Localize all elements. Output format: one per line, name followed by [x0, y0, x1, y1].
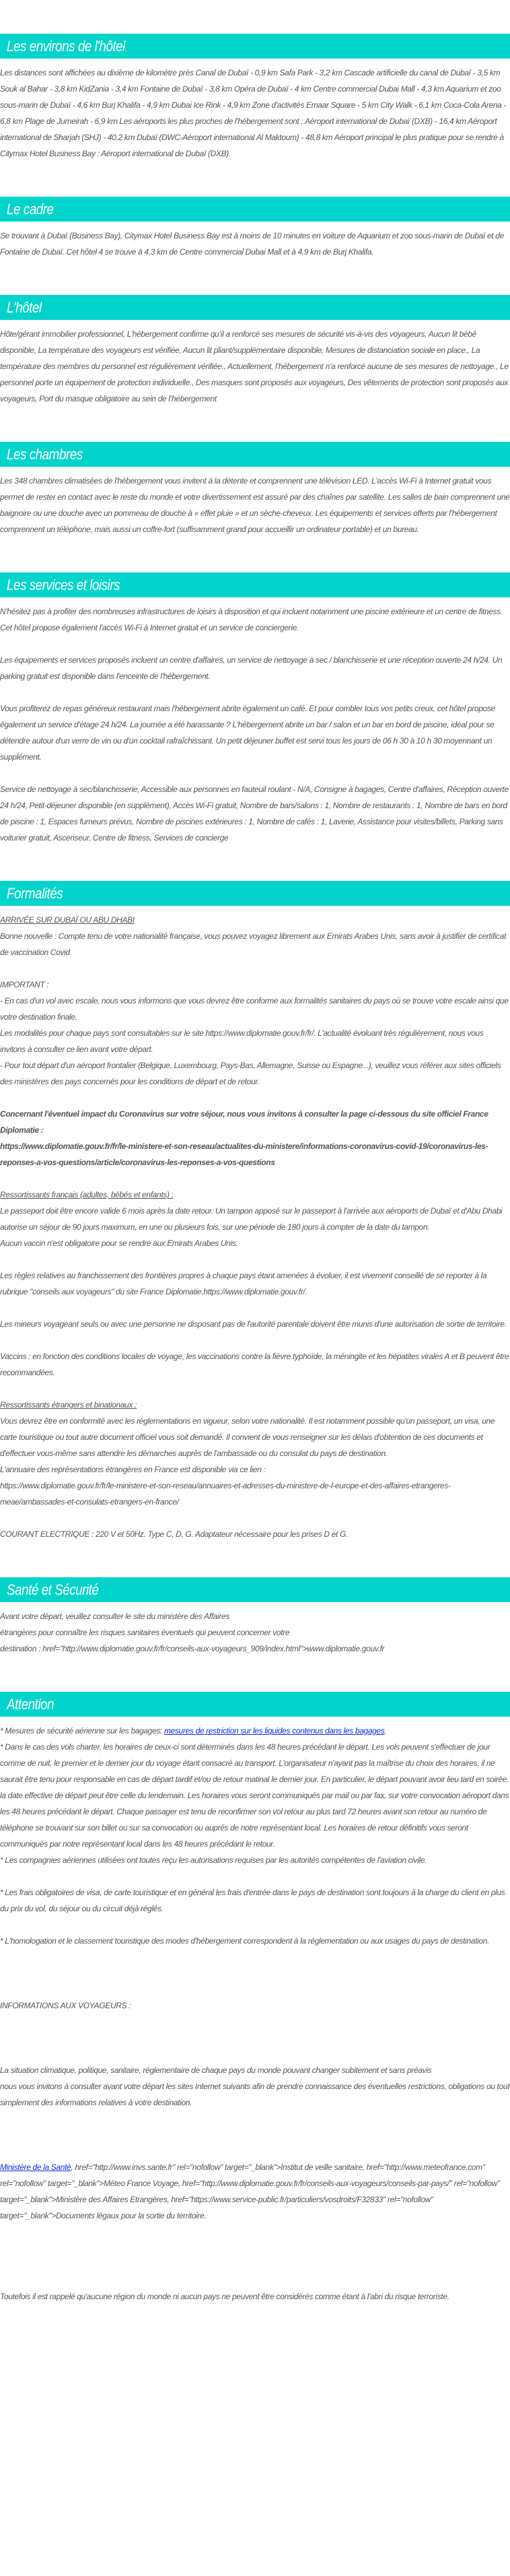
section-formalites: [0, 881, 510, 1542]
liquids-restriction-link[interactable]: mesures de restriction sur les liquides contenus dans les bagages: [164, 1726, 385, 1736]
french-nationals-line: Le passeport doit être encore valide 6 mois après la date retour. Un tampon apposé sur le passeport à l'arrivée aux aéroports de Dubaï et d'Abu Dhabi autorise un séjour de 90 jours maximum, en une ou plusieurs fois, sur une période de 180 jours à compter de la date du tampon.: [0, 1206, 503, 1232]
baggage-prefix: * Mesures de sécurité aérienne sur les bagages:: [0, 1726, 165, 1736]
french-nationals-heading: Ressortissants français (adultes, bébés et enfants) :: [0, 1190, 174, 1199]
important-line: Les modalités pour chaque pays sont consultables sur le site https://www.diplomatie.gouv.fr/fr/. L'actualité évoluant très régulièrement, nous vous invitons à consulter ce lien avant votre départ.: [0, 1028, 484, 1054]
useful-links-text: , href="http://www.invs.sante.fr" rel="nofollow" target="_blank">Institut de veille sanitaire, href="http://www.meteofrance.com" rel="nofollow" target="_blank">Méteo France Voyage, href="http://www.diplomatie.gouv.fr/fr/conseils-aux-voyageurs/conseils-par-pays/" rel="nofollow" target="_blank">Ministère des Affaires Etrangères, href="https://www.service-public.fr/particuliers/vosdroits/F32833" rel="nofollow" target="_blank">Documents légaux pour la sortie du territoire.: [0, 2162, 500, 2220]
chambres-text: Les 348 chambres climatisées de l'hébergement vous invitent à la détente et comprennent une télévision LED. L'accès Wi-Fi à Internet gratuit vous permet de rester en contact avec le reste du monde et votre divertissement est assuré par des chaînes par satellite. Les salles de bain comprennent une baignoire ou une douche avec un pommeau de douche à « effet pluie » et un sèche-cheveux. Les équipements et services offerts par l'hébergement comprennent un téléphone, mais aussi un coffre-fort (suffisamment grand pour accueillir un ordinateur portable) et un bureau.: [0, 476, 510, 534]
services-paragraph: N'hésitez pas à profiter des nombreuses infrastructures de loisirs à disposition et qui incluent notamment une piscine extérieure et un centre de fitness. Cet hôtel propose également l'accès Wi-Fi à Internet gratuit et un service de conciergerie.: [0, 607, 503, 632]
foreign-nationals-heading: Ressortissants étrangers et binationaux :: [0, 1400, 137, 1410]
spacer: [0, 1965, 510, 1997]
useful-links-line: [0, 2159, 510, 2224]
section-title: L'hôtel: [7, 298, 42, 316]
spacer: [0, 2240, 510, 2288]
embassy-directory-url: https://www.diplomatie.gouv.fr/fr/le-ministere-et-son-reseau/annuaires-et-adresses-du-ministere-de-l-europe-et-des-affaires-etrangeres-meae/ambassades-et-consulats-etrangers-en-france/: [0, 1481, 451, 1507]
airlines-text: * Les compagnies aériennes utilisées ont toutes reçu les autorisations requises par les autorités compétentes de l'aviation civile.: [0, 1855, 427, 1865]
services-paragraph: Service de nettoyage à sec/blanchisserie, Accessible aux personnes en fauteuil roulant - N/A, Consigne à bagages, Centre d'affaires, Réception ouverte 24 h/24, Petit-déjeuner disponible (en supplément), Accès Wi-Fi gratuit, Nombre de bars/salons : 1, Nombre de restaurants : 1, Nombre de bars en bord de piscine : 1, Espaces fumeurs prévus, Nombre de piscines extérieures : 1, Nombre de cafés : 1, Laverie, Assistance pour visites/billets, Parking sans voiturier gratuit, Ascenseur, Centre de fitness, Services de concierge: [0, 785, 509, 843]
borders-text: Les règles relatives au franchissement des frontières propres à chaque pays étant amenées à évoluer, il est vivement conseillé de se reporter à la rubrique "conseils aux voyageurs" du site France Diplomatie,https://www.diplomatie.gouv.fr/.: [0, 1271, 487, 1296]
situation-line: La situation climatique, politique, sanitaire, réglementaire de chaque pays du monde pouvant changer subitement et sans préavis: [0, 2066, 432, 2075]
situation-line: nous vous invitons à consulter avant votre départ les sites Internet suivants afin de prendre connaissance des éventuelles restrictions, obligations ou tout simplement des informations relatives à votre destination.: [0, 2082, 510, 2107]
baggage-security-line: [0, 1723, 510, 1739]
section-header-chambres: [0, 442, 510, 467]
baggage-suffix: .: [384, 1726, 387, 1736]
sante-line: Avant votre départ, veuillez consulter le site du ministère des Affaires: [0, 1612, 229, 1621]
section-header-attention: [0, 1692, 510, 1717]
arrival-text: Bonne nouvelle : Compte tenu de votre nationalité française, vous pouvez voyagez librement aux Emirats Arabes Unis, sans avoir à justifier de certificat de vaccination Covid.: [0, 931, 507, 957]
spacer: [0, 2127, 510, 2159]
important-line: - En cas d'un vol avec escale, nous vous informons que vous devrez être conforme aux formalités sanitaires du pays où se trouve votre escale ainsi que votre destination finale.: [0, 996, 509, 1022]
section-header-formalites: [0, 881, 510, 906]
section-header-hotel: [0, 295, 510, 320]
section-cadre: [0, 197, 510, 260]
section-chambres: [0, 442, 510, 537]
important-label: IMPORTANT :: [0, 980, 49, 989]
coronavirus-url: https://www.diplomatie.gouv.fr/fr/le-ministere-et-son-reseau/actualites-du-ministere/informations-coronavirus-covid-19/coronavirus-les-reponses-a-vos-questions/article/coronavirus-les-reponses-a-vos-questions: [0, 1142, 488, 1167]
environs-text: Les distances sont affichées au dixième de kilomètre près Canal de Dubaï - 0,9 km Safa Park - 3,2 km Cascade artificielle du canal de Dubaï - 3,5 km Souk al Bahar - 3,8 km KidZania - 3,4 km Fontaine de Dubaï - 3,8 km Opéra de Dubaï - 4 km Centre commercial Dubai Mall - 4,3 km Aquarium et zoo sous-marin de Dubaï - 4,6 km Burj Khalifa - 4,9 km Dubai Ice Rink - 4,9 km Zone d'activités Emaar Square - 5 km City Walk - 6,1 km Coca-Cola Arena - 6,8 km Plage de Jumeirah - 6,9 km Les aéroports les plus proches de l'hébergement sont : Aéroport international de Dubaï (DXB) - 16,4 km Aéroport international de Sharjah (SHJ) - 40,2 km Dubaï (DWC-Aéroport international Al Maktoum) - 48,8 km Aéroport principal le plus pratique pour se rendre à Citymax Hotel Business Bay : Aéroport international de Dubaï (DXB).: [0, 68, 507, 158]
foreign-nationals-line: Vous devrez être en conformité avec les réglementations en vigueur, selon votre nationalité. Il est notamment possible qu'un passeport, un visa, une carte touristique ou tout autre document officiel vous soit demandé. Il convient de vous renseigner sur les délais d'obtention de ces documents et d'effectuer vous-même sans attendre les démarches auprès de l'ambassade ou du consulat du pays de destination.: [0, 1416, 495, 1458]
charter-flights-text: * Dans le cas des vols charter, les horaires de ceux-ci sont déterminés dans les 48 heures précédant le départ. Les vols peuvent s'effectuer de jour comme de nuit, le premier et le dernier jour du voyage étant consacré au transport. L'organisateur n'ayant pas la maîtrise du choix des horaires, il ne saurait être tenu pour responsable en cas de départ tardif et/ou de retour matinal le dernier jour. En particulier, le départ pouvant avoir lieu tard en soirée, la date effective de départ peut être celle du lendemain. Les horaires vous seront communiqués par mail ou par fax, sur votre convocation aéroport dans les 48 heures précédant le départ. Chaque passager est tenu de reconfirmer son vol retour au plus tard 72 heures avant son retour au numéro de téléphone se trouvant sur son billet ou sur sa convocation ou auprés de notre représentant local. Les horaires de retour définitifs vous seront communiqués par notre représentant local dans les 48 heures précédant le retour.: [0, 1742, 509, 1849]
section-hotel: [0, 295, 510, 407]
electric-current-text: COURANT ELECTRIQUE : 220 V et 50Hz. Type C, D, G. Adaptateur nécessaire pour les prises D et G.: [0, 1529, 348, 1539]
info-travelers-heading: INFORMATIONS AUX VOYAGEURS :: [0, 2001, 131, 2010]
terrorism-text: Toutefois il est rappelé qu'aucune région du monde ni aucun pays ne peuvent être considérés comme étant à l'abri du risque terroriste.: [0, 2292, 449, 2301]
coronavirus-text: Concernant l'éventuel impact du Coronavirus sur votre séjour, nous vous invitons à consulter la page ci-dessous du site officiel France Diplomatie :: [0, 1109, 488, 1135]
section-services: [0, 572, 510, 846]
services-paragraph: Vous profiterez de repas généreux restaurant mais l'hébergement abrite également un café. Et pour combler tous vos petits creux, cet hôtel propose également un service d'étage 24 h/24. La journée a été harassante ? L'hébergement abrite un bar / salon et un bar en bord de piscine, idéal pour se détendre autour d'un verre de vin ou d'un cocktail rafraîchissant. Un petit déjeuner buffet est servi tous les jours de 06 h 30 à 10 h 30 moyennant un supplément.: [0, 704, 495, 762]
homologation-text: * L'homologation et le classement touristique des modes d'hébergement correspondent à la réglementation ou aux usages du pays de destination.: [0, 1936, 490, 1946]
sante-line: destination : href="http://www.diplomatie.gouv.fr/fr/conseils-aux-voyageurs_909/index.html">www.diplomatie.gouv.fr: [0, 1644, 385, 1653]
section-sante: [0, 1577, 510, 1657]
french-nationals-line: Aucun vaccin n'est obligatoire pour se rendre aux Emirats Arabes Unis.: [0, 1239, 238, 1248]
section-header-services: [0, 572, 510, 597]
foreign-nationals-line: L'annuaire des représentations étrangères en France est disponible via ce lien :: [0, 1465, 266, 1474]
section-title: Attention: [7, 1695, 54, 1713]
section-header-cadre: [0, 197, 510, 222]
section-environs: [0, 34, 510, 162]
section-title: Santé et Sécurité: [7, 1581, 99, 1598]
cadre-text: Se trouvant à Dubaï (Business Bay), Citymax Hotel Business Bay est à moins de 10 minutes en voiture de Aquarium et zoo sous-marin de Dubaï et de Fontaine de Dubaï. Cet hôtel 4 se trouve à 4,3 km de Centre commercial Dubai Mall et à 4,9 km de Burj Khalifa.: [0, 231, 504, 257]
arrival-heading: ARRIVÉE SUR DUBAÏ OU ABU DHABI: [0, 915, 135, 925]
section-title: Les environs de l'hôtel: [7, 37, 125, 55]
fees-text: * Les frais obligatoires de visa, de carte touristique et en général les frais d'entrée dans le pays de destination sont toujours à la charge du client en plus du prix du vol, du séjour ou du circuit déjà réglés.: [0, 1888, 505, 1913]
section-title: Le cadre: [7, 200, 54, 218]
health-ministry-link[interactable]: Ministère de la Santé: [0, 2162, 71, 2172]
section-title: Formalités: [7, 884, 63, 902]
sante-line: étrangères pour connaître les risques sanitaires éventuels qui peuvent concerner votre: [0, 1628, 290, 1637]
vaccines-text: Vaccins : en fonction des conditions locales de voyage, les vaccinations contre la fièvre typhoïde, la méningite et les hépatites virales A et B peuvent être recommandées.: [0, 1352, 509, 1377]
hotel-text: Hôte/gérant immobilier professionnel, L’hébergement confirme qu’il a renforcé ses mesures de sécurité vis-à-vis des voyageurs, Aucun lit bébé disponible, La température des voyageurs est vérifiée, Aucun lit pliant/supplémentaire disponible, Mesures de distanciation sociale en place., La température des membres du personnel est régulièrement vérifiée., Actuellement, l’hébergement n’a renforcé aucune de ses mesures de nettoyage., Le personnel porte un équipement de protection individuelle., Des masques sont proposés aux voyageurs, Des vêtements de protection sont proposés aux voyageurs, Port du masque obligatoire au sein de l’hébergement: [0, 329, 509, 403]
section-header-sante: [0, 1577, 510, 1602]
section-title: Les chambres: [7, 445, 83, 463]
spacer: [0, 2014, 510, 2062]
important-line: - Pour tout départ d'un aéroport frontalier (Belgique, Luxembourg, Pays-Bas, Allemagne, Suisse ou Espagne...), veuillez vous référer aux sites officiels des ministères des pays concernés pour les conditions de départ et de retour.: [0, 1061, 501, 1086]
services-paragraph: Les équipements et services proposés incluent un centre d'affaires, un service de nettoyage à sec / blanchisserie et une réception ouverte 24 h/24. Un parking gratuit est disponible dans l'enceinte de l'hébergement.: [0, 655, 503, 681]
section-header-environs: [0, 34, 510, 59]
section-title: Les services et loisirs: [7, 576, 120, 593]
minors-text: Les mineurs voyageant seuls ou avec une personne ne disposant pas de l'autorité parentale doivent être munis d'une autorisation de sortie de territoire.: [0, 1319, 507, 1329]
section-attention: [0, 1692, 510, 2305]
